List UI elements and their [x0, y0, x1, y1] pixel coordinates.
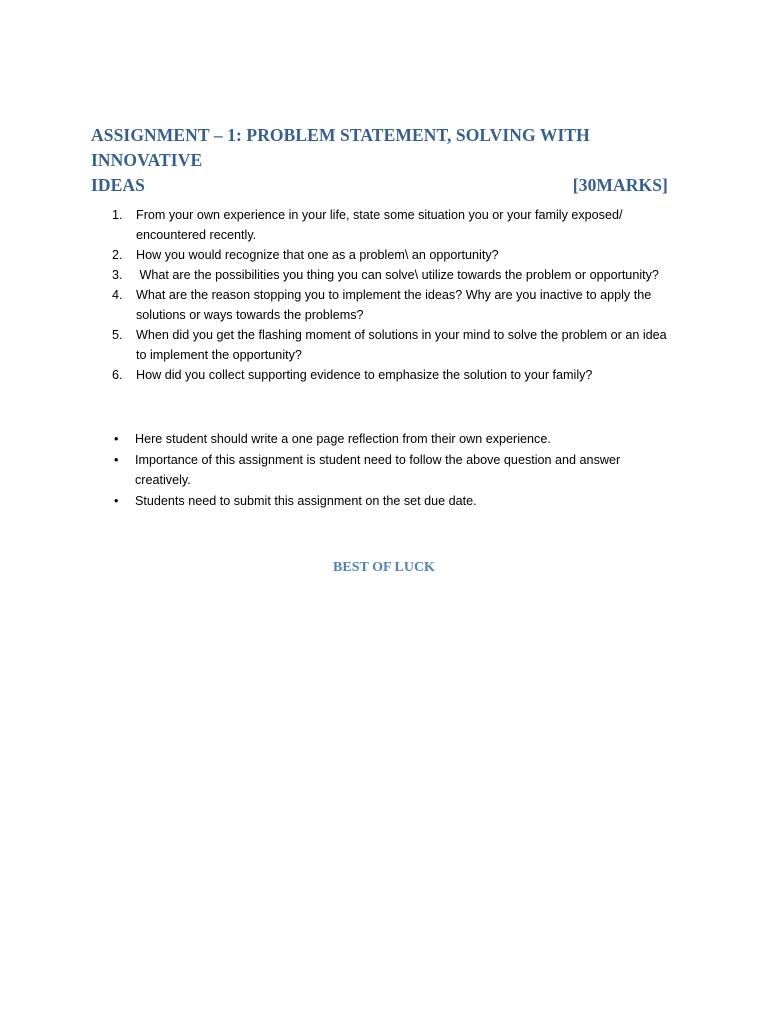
bullet-icon: •	[114, 432, 119, 446]
question-line: encountered recently.	[136, 228, 257, 242]
question-line: From your own experience in your life, state some situation you or your family exposed/	[136, 208, 623, 222]
question-item	[91, 325, 691, 365]
instruction-line: Students need to submit this assignment on the set due date.	[135, 493, 477, 508]
question-number: 2.	[112, 248, 123, 262]
instruction-line: Here student should write a one page reflection from their own experience.	[135, 432, 551, 446]
question-line: to implement the opportunity?	[136, 348, 302, 362]
bullet-icon: •	[114, 493, 119, 508]
instruction-item	[91, 429, 691, 450]
marks-label: [30MARKS]	[572, 175, 668, 195]
bullet-icon: •	[114, 452, 119, 467]
title-ideas-text: IDEAS	[91, 175, 145, 195]
question-line: What are the possibilities you thing you can solve\ utilize towards the problem or opportunity?	[136, 268, 659, 282]
instruction-item	[91, 491, 691, 512]
question-number: 3.	[112, 268, 123, 282]
instruction-item	[91, 450, 691, 491]
question-line: How did you collect supporting evidence to emphasize the solution to your family?	[136, 368, 593, 382]
question-number: 4.	[112, 288, 123, 302]
assignment-title	[91, 123, 681, 198]
instruction-line: Importance of this assignment is student need to follow the above question and answer	[135, 452, 621, 467]
title-line-1: ASSIGNMENT – 1: PROBLEM STATEMENT, SOLVING WITH INNOVATIVE	[91, 125, 590, 170]
question-item	[91, 285, 691, 325]
instruction-line: creatively.	[135, 473, 191, 487]
question-number: 1.	[112, 208, 123, 222]
title-line-2	[91, 173, 668, 198]
question-line: What are the reason stopping you to implement the ideas? Why are you inactive to apply the	[136, 288, 652, 302]
question-list	[91, 205, 691, 385]
best-of-luck-text: BEST OF LUCK	[333, 560, 435, 575]
question-line: When did you get the flashing moment of solutions in your mind to solve the problem or an idea	[136, 328, 667, 342]
question-item	[91, 365, 691, 385]
question-number: 6.	[112, 368, 123, 382]
question-item	[91, 205, 691, 245]
instruction-list	[91, 429, 691, 511]
question-item	[91, 265, 691, 285]
question-item	[91, 245, 691, 265]
question-line: How you would recognize that one as a problem\ an opportunity?	[136, 248, 499, 262]
question-line: solutions or ways towards the problems?	[136, 308, 364, 322]
question-number: 5.	[112, 328, 123, 342]
